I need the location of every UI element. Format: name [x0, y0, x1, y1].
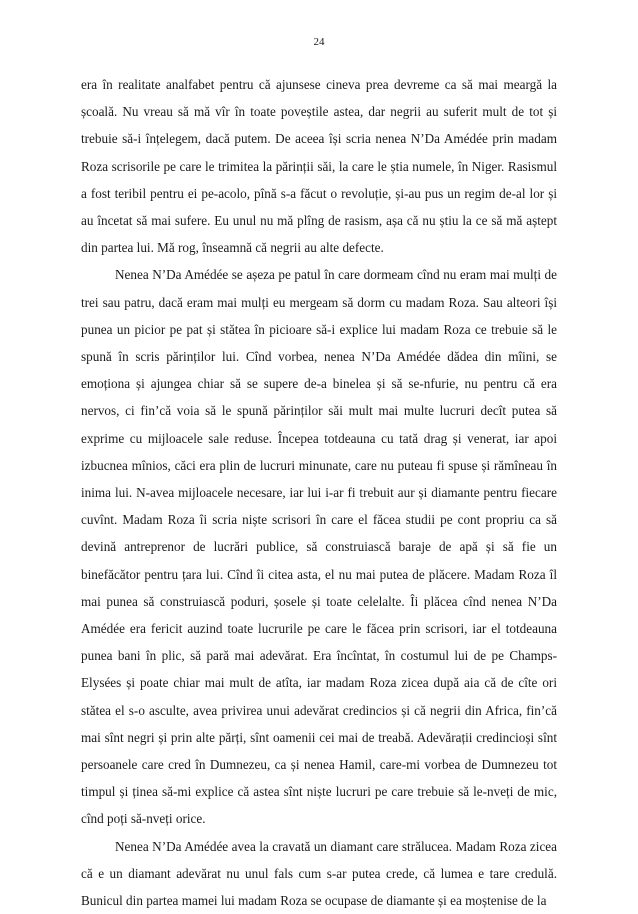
- page-number: 24: [313, 36, 325, 48]
- paragraph-1: era în realitate analfabet pentru că ajunsese cineva prea devreme ca să mai meargă la școală. Nu vreau să mă vîr în toate poveștile astea, dar negrii au suferit mult de tot și trebuie să-i înțelegem, dacă putem. De aceea își scria nenea N’Da Amédée prin madam Roza scrisorile pe care le trimitea la părinții săi, la care le știa numele, în Niger. Rasismul a fost teribil pentru ei pe-acolo, pînă s-a făcut o revoluție, și-au pus un regim de-al lor și au încetat să mai sufere. Eu unul nu mă plîng de rasism, așa că nu știu la ce să mă aștept din partea lui. Mă rog, înseamnă că negrii au alte defecte.: [81, 77, 557, 256]
- paragraph-2: Nenea N’Da Amédée se așeza pe patul în care dormeam cînd nu eram mai mulți de trei sau patru, dacă eram mai mulți eu mergeam să dorm cu madam Roza. Sau alteori își punea un picior pe pat și stătea în picioare să-i explice lui madam Roza ce trebuie să le spună în scris părinților lui. Cînd vorbea, nenea N’Da Amédée dădea din mîini, se emoționa și ajungea chiar să se supere de-a binelea și să se-nfurie, nu pentru că era nervos, ci fin’că voia să le spună părinților săi mult mai multe lucruri decît putea să exprime cu mijloacele sale reduse. Începea totdeauna cu tată drag și venerat, iar apoi izbucnea mînios, căci era plin de lucruri minunate, care nu puteau fi spuse și rămîneau în inima lui. N-avea mijloacele necesare, iar lui i-ar fi trebuit aur și diamante pentru fiecare cuvînt. Madam Roza îi scria niște scrisori în care el făcea studii pe cont propriu ca să devină antreprenor de lucrări publice, să construiască baraje de apă și să fie un binefăcător pentru țara lui. Cînd îi citea asta, el nu mai putea de plăcere. Madam Roza îl mai punea să construiască poduri, șosele și toate celelalte. Îi plăcea cînd nenea N’Da Amédée era fericit auzind toate lucrurile pe care le făcea prin scrisori, iar el totdeauna punea bani în plic, să pară mai adevărat. Era încîntat, în costumul lui de pe Champs-Elysées și poate chiar mai mult de atîta, iar madam Roza zicea după aia că de cîte ori stătea el s-o asculte, avea privirea unui adevărat credincios și că negrii din Africa, fin’că mai sînt negri și prin alte părți, sînt oamenii cei mai de treabă. Adevărații credincioși sînt persoanele care cred în Dumnezeu, ca și nenea Hamil, care-mi vorbea de Dumnezeu tot timpul și ținea să-mi explice că astea sînt niște lucruri pe care trebuie să le-nveți de mic, cînd poți să-nveți orice.: [81, 267, 557, 827]
- body-text: [81, 71, 557, 914]
- paragraph-3: Nenea N’Da Amédée avea la cravată un diamant care strălucea. Madam Roza zicea că e un diamant adevărat nu unul fals cum s-ar putea crede, că lumea e tare credulă. Bunicul din partea mamei lui madam Roza se ocupase de diamante și ea moștenise de la: [81, 838, 557, 909]
